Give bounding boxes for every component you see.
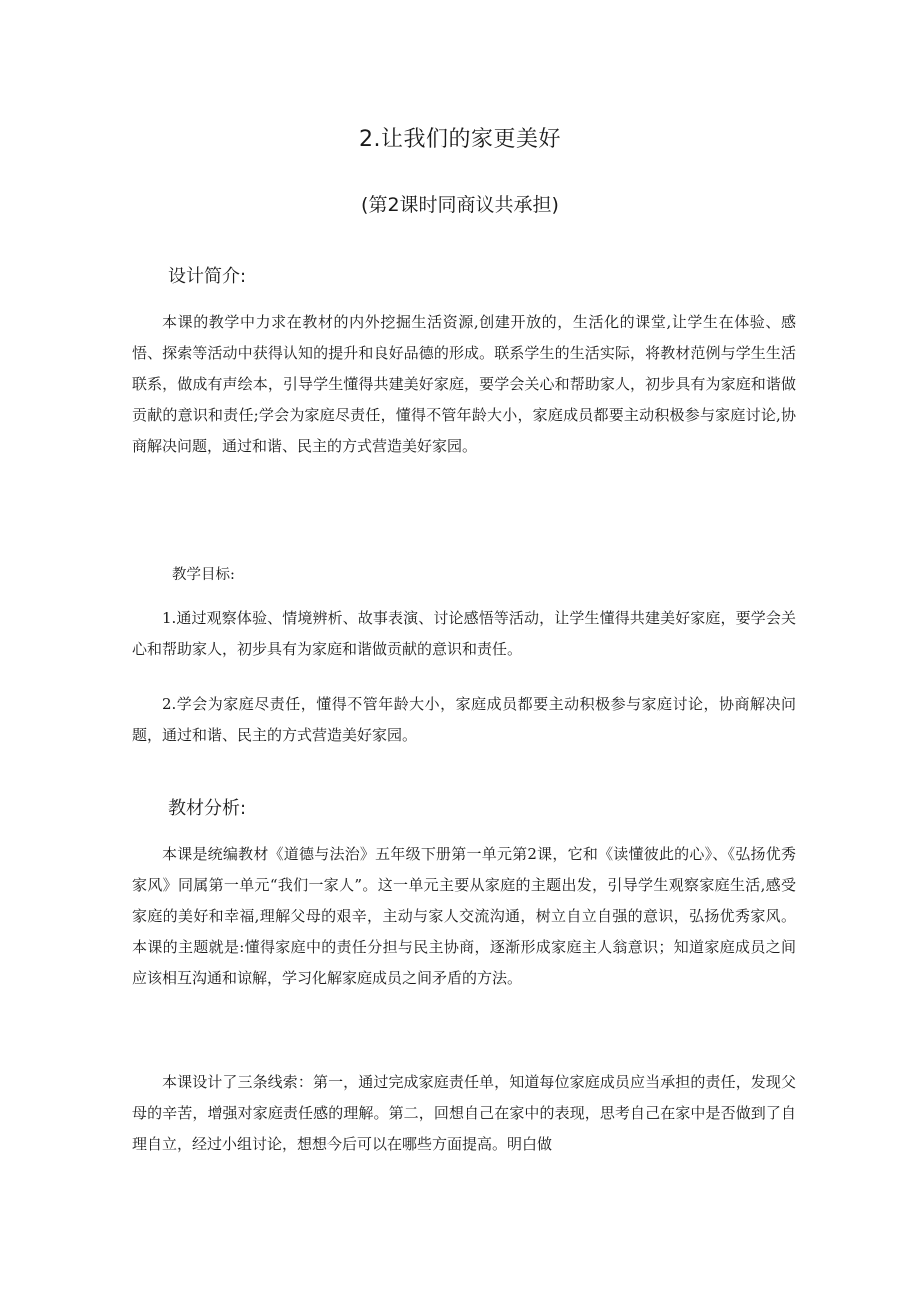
teaching-goal-item-1: 1.通过观察体验、情境辨析、故事表演、讨论感悟等活动，让学生懂得共建美好家庭，要学会关心和帮助家人，初步具有为家庭和谐做贡献的意识和责任。 bbox=[132, 609, 796, 658]
material-analysis-paragraph-2: 本课设计了三条线索：第一，通过完成家庭责任单，知道每位家庭成员应当承担的责任，发现父母的辛苦，增强对家庭责任感的理解。第二，回想自己在家中的表现，思考自己在家中是否做到了自理自立，经过小组讨论，想想今后可以在哪些方面提高。明白做 bbox=[132, 1073, 796, 1153]
design-intro-heading: 设计简介: bbox=[168, 266, 247, 287]
material-analysis-paragraph-1: 本课是统编教材《道德与法治》五年级下册第一单元第2课，它和《读懂彼此的心》、《弘扬优秀家风》同属第一单元“我们一家人”。这一单元主要从家庭的主题出发，引导学生观察家庭生活,感受家庭的美好和幸福,理解父母的艰辛，主动与家人交流沟通，树立自立自强的意识，弘扬优秀家风。本课的主题就是:懂得家庭中的责任分担与民主协商，逐渐形成家庭主人翁意识；知道家庭成员之间应该相互沟通和谅解，学习化解家庭成员之间矛盾的方法。 bbox=[132, 845, 796, 987]
teaching-goal-item-2: 2.学会为家庭尽责任，懂得不管年龄大小，家庭成员都要主动积极参与家庭讨论，协商解决问题，通过和谐、民主的方式营造美好家园。 bbox=[132, 695, 796, 744]
page-title: 2.让我们的家更美好 bbox=[359, 127, 561, 152]
material-analysis-heading: 教材分析: bbox=[168, 798, 247, 819]
page-subtitle: (第2课时同商议共承担) bbox=[361, 194, 559, 216]
teaching-goals-heading: 教学目标: bbox=[172, 567, 235, 583]
design-intro-paragraph: 本课的教学中力求在教材的内外挖掘生活资源,创建开放的，生活化的课堂,让学生在体验、感悟、探索等活动中获得认知的提升和良好品德的形成。联系学生的生活实际，将教材范例与学生生活联系，做成有声绘本，引导学生懂得共建美好家庭，要学会关心和帮助家人，初步具有为家庭和谐做贡献的意识和责任;学会为家庭尽责任，懂得不管年龄大小，家庭成员都要主动积极参与家庭讨论,协商解决问题，通过和谐、民主的方式营造美好家园。 bbox=[132, 313, 796, 455]
